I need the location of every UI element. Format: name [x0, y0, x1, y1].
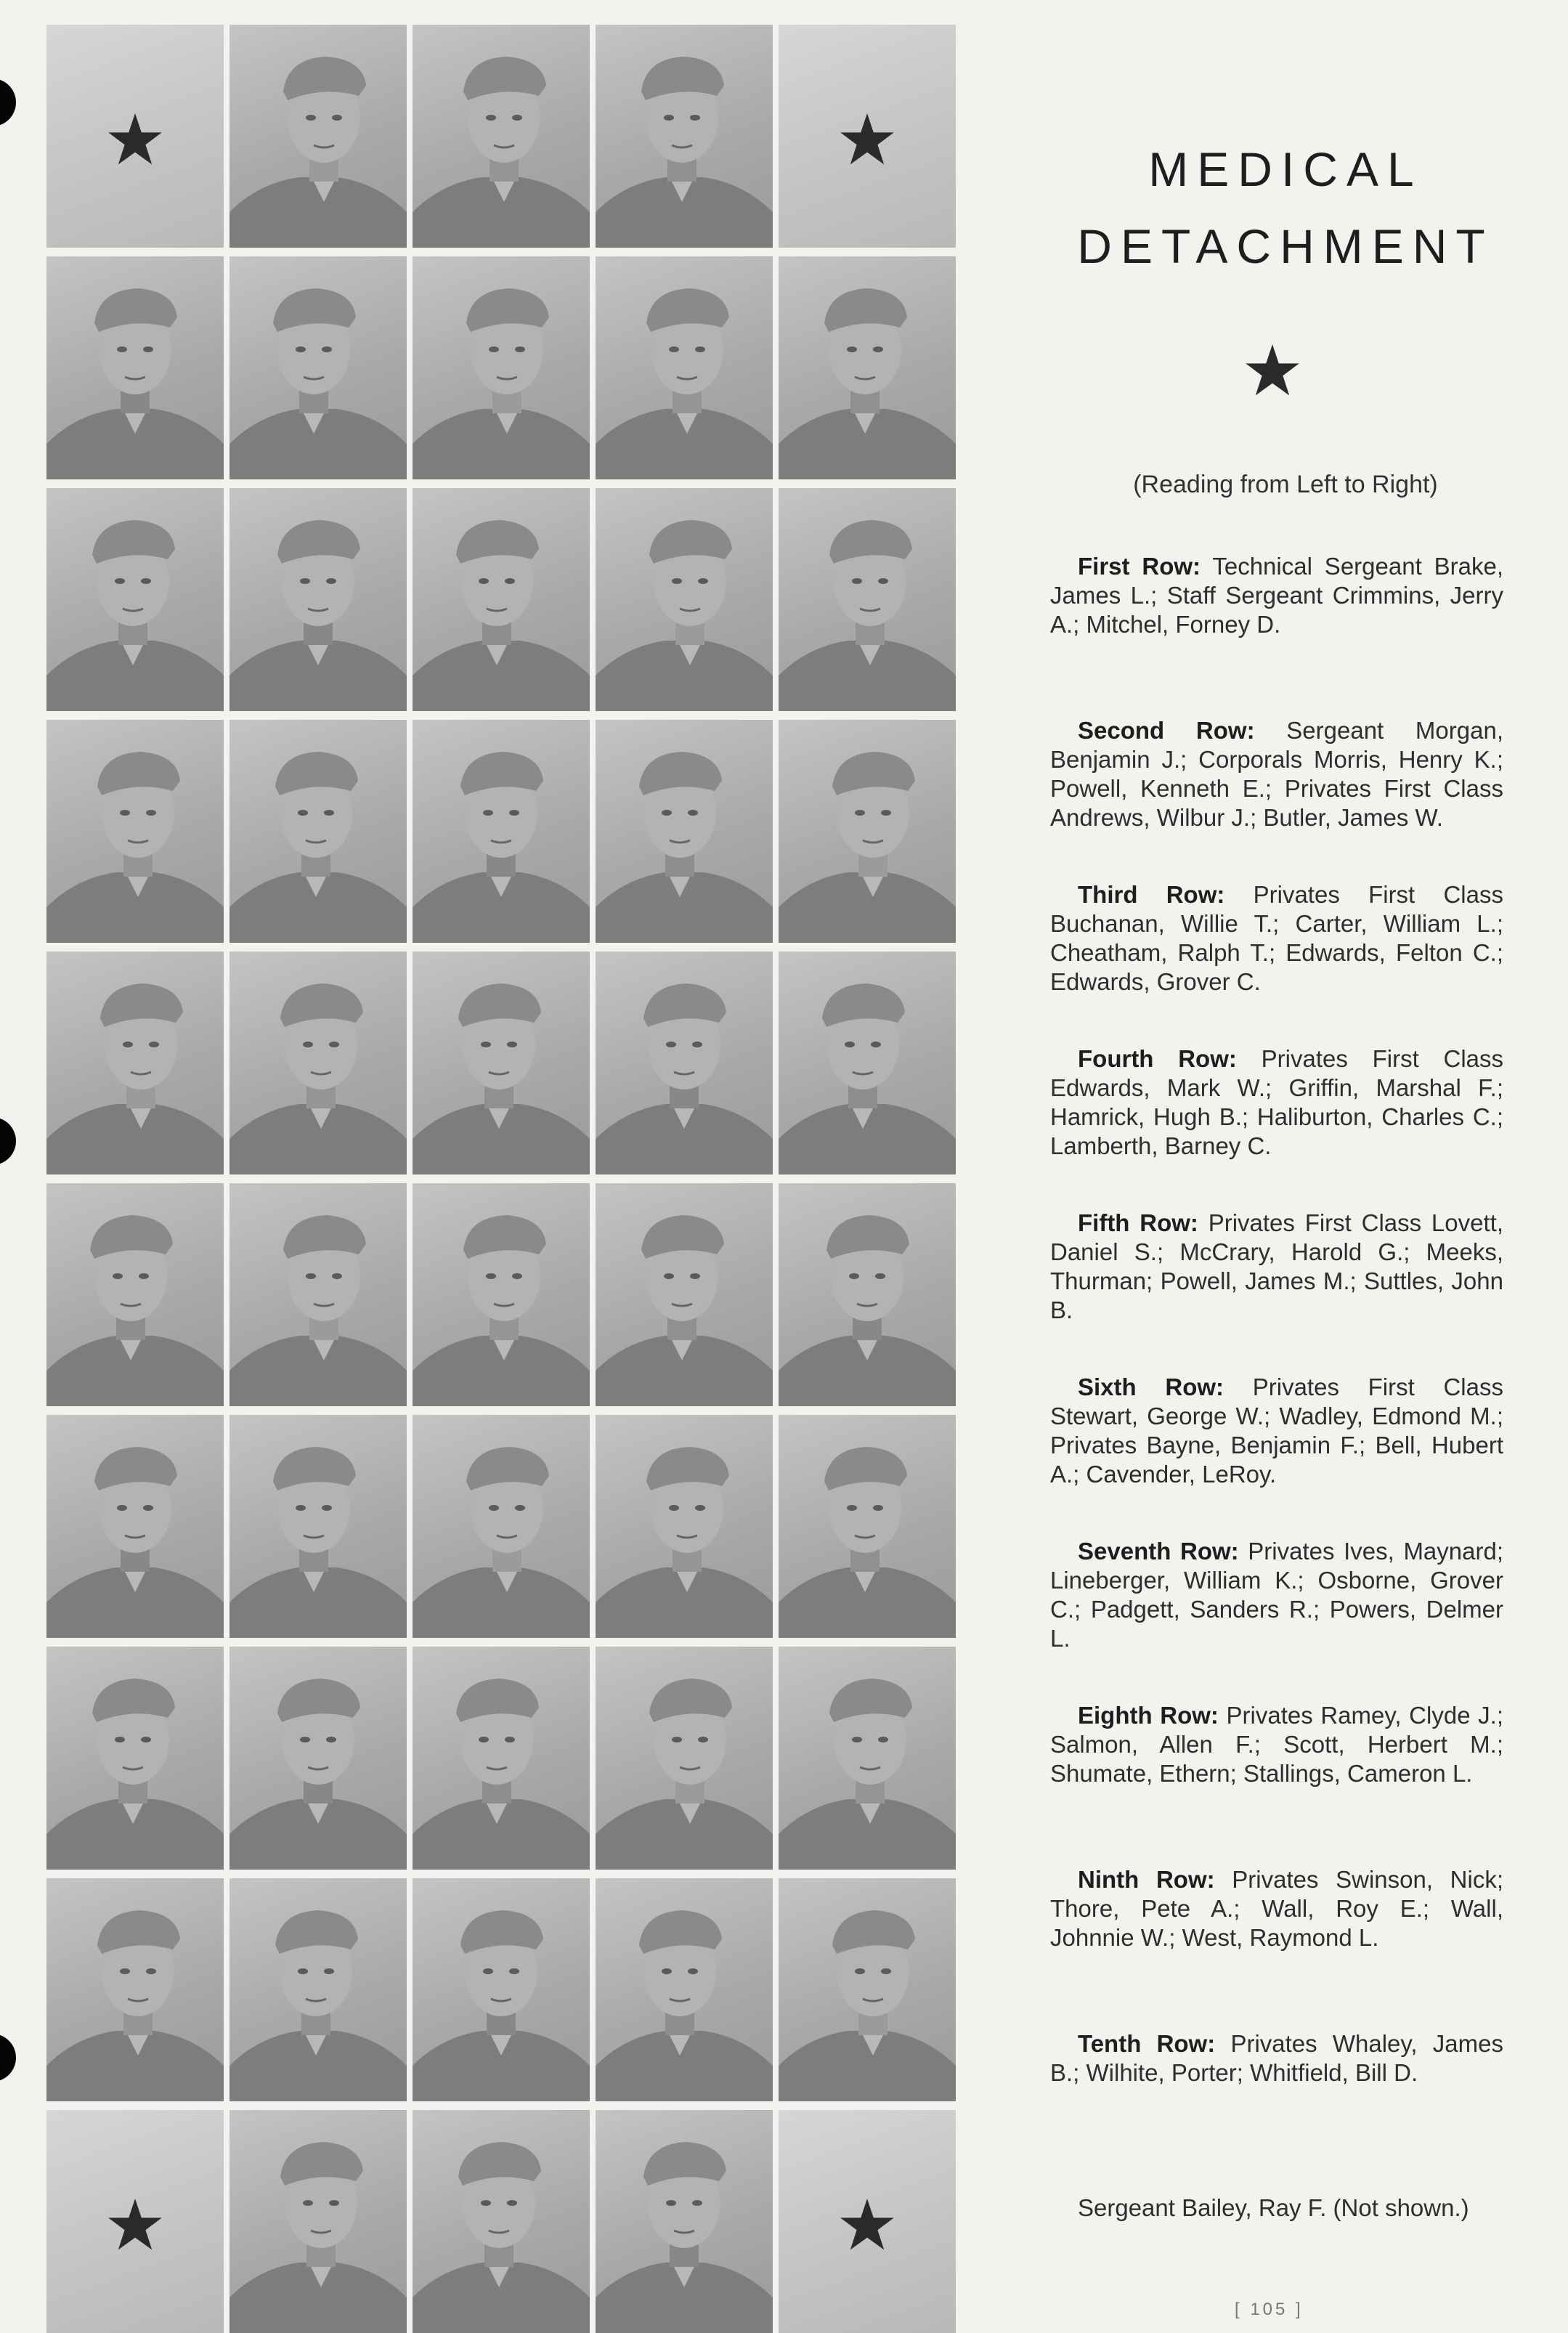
row-label: First Row:: [1078, 553, 1201, 580]
row-names: Privates First Class Edwards, Mark W.; Griffin, Marshal F.; Hamrick, Hugh B.; Haliburton, Charles C.; Lamberth, Barney C.: [1050, 1045, 1504, 1159]
portrait-photo: [596, 720, 773, 943]
portrait-photo: [596, 1183, 773, 1406]
row-label: Fifth Row:: [1078, 1209, 1198, 1236]
portrait-photo: [229, 1647, 407, 1870]
row-names: Privates Ramey, Clyde J.; Salmon, Allen F.; Scott, Herbert M.; Shumate, Ethern; Stallings, Cameron L.: [1050, 1702, 1503, 1787]
soldier-portrait: [413, 1878, 590, 2101]
row-names: Privates Ives, Maynard; Lineberger, William K.; Osborne, Grover C.; Padgett, Sanders R.; Powers, Delmer L.: [1050, 1538, 1504, 1652]
soldier-portrait: [779, 256, 956, 479]
soldier-portrait: [229, 25, 407, 248]
soldier-portrait: [413, 720, 590, 943]
soldier-portrait: [229, 1183, 407, 1406]
title-line-2: DETACHMENT: [1077, 219, 1494, 273]
row-names: Privates Whaley, James B.; Wilhite, Porter; Whitfield, Bill D.: [1050, 2030, 1504, 2086]
row-names: Sergeant Morgan, Benjamin J.; Corporals Morris, Henry K.; Powell, Kenneth E.; Privates First Class Andrews, Wilbur J.; Butler, James W.: [1050, 717, 1503, 831]
portrait-photo: [229, 1878, 407, 2101]
soldier-portrait: [229, 1415, 407, 1638]
portrait-photo: [596, 2110, 773, 2333]
portrait-photo: [413, 488, 590, 711]
binder-hole-middle: [0, 1117, 16, 1165]
caption-row: [1050, 880, 1503, 1044]
caption-list: [1050, 552, 1503, 2223]
star-placeholder: [779, 25, 956, 248]
soldier-portrait: [229, 952, 407, 1174]
soldier-portrait: [596, 25, 773, 248]
portrait-photo: [413, 1647, 590, 1870]
soldier-portrait: [596, 1183, 773, 1406]
binder-hole-bottom: [0, 2034, 16, 2082]
portrait-photo: [46, 488, 224, 711]
title-line-1: MEDICAL: [1148, 142, 1423, 196]
portrait-photo: [229, 256, 407, 479]
soldier-portrait: [596, 1415, 773, 1638]
portrait-photo: [46, 720, 224, 943]
portrait-photo: [46, 952, 224, 1174]
row-label: Eighth Row:: [1078, 1702, 1219, 1729]
soldier-portrait: [229, 1647, 407, 1870]
soldier-portrait: [779, 1183, 956, 1406]
soldier-portrait: [779, 1415, 956, 1638]
soldier-portrait: [229, 1878, 407, 2101]
soldier-portrait: [779, 488, 956, 711]
portrait-photo: [596, 1878, 773, 2101]
portrait-photo: [229, 488, 407, 711]
soldier-portrait: [413, 1415, 590, 1638]
page-title: [1046, 131, 1525, 285]
portrait-photo: [46, 1183, 224, 1406]
soldier-portrait: [779, 1878, 956, 2101]
star-icon: [779, 25, 956, 248]
soldier-portrait: [229, 2110, 407, 2333]
soldier-portrait: [46, 1878, 224, 2101]
portrait-photo: [596, 1415, 773, 1638]
soldier-portrait: [413, 25, 590, 248]
portrait-photo: [413, 720, 590, 943]
caption-row: [1050, 1537, 1503, 1701]
row-names: Privates First Class Buchanan, Willie T.; Carter, William L.; Cheatham, Ralph T.; Edwards, Felton C.; Edwards, Grover C.: [1050, 881, 1503, 995]
portrait-photo: [413, 952, 590, 1174]
soldier-portrait: [413, 1183, 590, 1406]
portrait-photo: [413, 256, 590, 479]
portrait-photo: [229, 1415, 407, 1638]
soldier-portrait: [596, 256, 773, 479]
portrait-photo: [46, 1878, 224, 2101]
soldier-portrait: [413, 488, 590, 711]
portrait-photo: [596, 25, 773, 248]
star-placeholder: [46, 2110, 224, 2333]
portrait-photo: [413, 1183, 590, 1406]
footnote: Sergeant Bailey, Ray F. (Not shown.): [1078, 2194, 1469, 2221]
portrait-photo: [229, 25, 407, 248]
row-label: Sixth Row:: [1078, 1374, 1224, 1400]
star-icon: [779, 2110, 956, 2333]
portrait-photo: [596, 1647, 773, 1870]
star-placeholder: [779, 2110, 956, 2333]
row-names: Technical Sergeant Brake, James L.; Staff Sergeant Crimmins, Jerry A.; Mitchel, Forney D.: [1050, 553, 1503, 638]
caption-row: [1050, 2029, 1503, 2194]
soldier-portrait: [779, 952, 956, 1174]
soldier-portrait: [46, 952, 224, 1174]
row-names: Privates First Class Lovett, Daniel S.; McCrary, Harold G.; Meeks, Thurman; Powell, James M.; Suttles, John B.: [1050, 1209, 1503, 1323]
soldier-portrait: [46, 1647, 224, 1870]
row-label: Seventh Row:: [1078, 1538, 1239, 1565]
soldier-portrait: [46, 1183, 224, 1406]
portrait-photo: [46, 256, 224, 479]
soldier-portrait: [46, 1415, 224, 1638]
soldier-portrait: [413, 2110, 590, 2333]
portrait-photo: [596, 952, 773, 1174]
soldier-portrait: [413, 256, 590, 479]
caption-row: [1050, 1373, 1503, 1537]
portrait-photo: [779, 1647, 956, 1870]
soldier-portrait: [596, 952, 773, 1174]
portrait-photo: [779, 1415, 956, 1638]
reading-order-note: (Reading from Left to Right): [1133, 471, 1438, 498]
portrait-photo: [596, 256, 773, 479]
portrait-photo: [413, 2110, 590, 2333]
portrait-photo: [46, 1415, 224, 1638]
portrait-photo: [46, 1647, 224, 1870]
soldier-portrait: [46, 720, 224, 943]
soldier-portrait: [779, 1647, 956, 1870]
portrait-photo: [779, 952, 956, 1174]
binder-hole-top: [0, 78, 16, 126]
page-number: [ 105 ]: [1235, 2300, 1304, 2319]
caption-row: [1050, 1209, 1503, 1373]
portrait-photo: [779, 256, 956, 479]
row-names: Privates First Class Stewart, George W.; Wadley, Edmond M.; Privates Bayne, Benjamin F.; Bell, Hubert A.; Cavender, LeRoy.: [1050, 1374, 1503, 1488]
portrait-photo: [229, 720, 407, 943]
caption-row: [1050, 1044, 1503, 1209]
row-label: Third Row:: [1078, 881, 1225, 908]
portrait-grid: [46, 25, 956, 2333]
soldier-portrait: [229, 488, 407, 711]
row-label: Ninth Row:: [1078, 1866, 1215, 1893]
portrait-photo: [779, 1878, 956, 2101]
row-label: Tenth Row:: [1078, 2030, 1216, 2057]
soldier-portrait: [779, 720, 956, 943]
soldier-portrait: [46, 256, 224, 479]
soldier-portrait: [596, 1647, 773, 1870]
soldier-portrait: [596, 1878, 773, 2101]
star-icon: [46, 25, 224, 248]
star-placeholder: [46, 25, 224, 248]
portrait-photo: [413, 1415, 590, 1638]
soldier-portrait: [229, 720, 407, 943]
row-label: Second Row:: [1078, 717, 1255, 744]
portrait-photo: [779, 720, 956, 943]
portrait-photo: [229, 952, 407, 1174]
row-label: Fourth Row:: [1078, 1045, 1237, 1072]
soldier-portrait: [596, 2110, 773, 2333]
soldier-portrait: [596, 720, 773, 943]
soldier-portrait: [46, 488, 224, 711]
portrait-photo: [779, 1183, 956, 1406]
star-icon: [46, 2110, 224, 2333]
row-names: Privates Swinson, Nick; Thore, Pete A.; Wall, Roy E.; Wall, Johnnie W.; West, Raymond L.: [1050, 1866, 1504, 1951]
caption-row: [1050, 1701, 1503, 1865]
soldier-portrait: [413, 1647, 590, 1870]
soldier-portrait: [229, 256, 407, 479]
portrait-photo: [779, 488, 956, 711]
caption-row: [1050, 1865, 1503, 2029]
star-icon: [1243, 341, 1301, 399]
portrait-photo: [413, 1878, 590, 2101]
portrait-photo: [229, 2110, 407, 2333]
soldier-portrait: [413, 952, 590, 1174]
caption-row: [1050, 716, 1503, 880]
caption-row: [1050, 552, 1503, 716]
portrait-photo: [596, 488, 773, 711]
soldier-portrait: [596, 488, 773, 711]
portrait-photo: [229, 1183, 407, 1406]
portrait-photo: [413, 25, 590, 248]
